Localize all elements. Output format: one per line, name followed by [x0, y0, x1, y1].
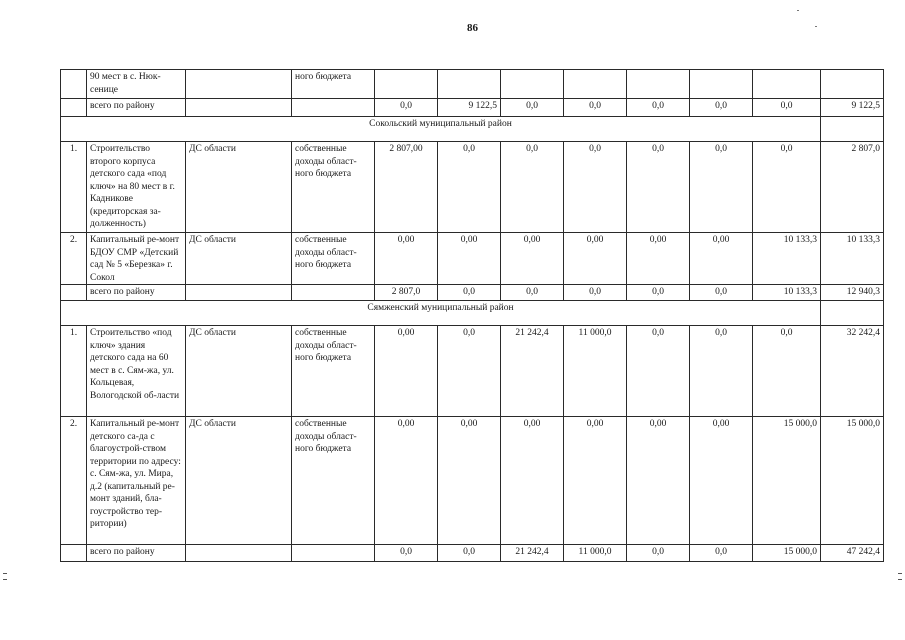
- scan-edge-mark: [898, 579, 902, 580]
- value-cell: 0,0: [627, 545, 690, 562]
- value-cell: 0,0: [753, 142, 821, 233]
- funding-source: [292, 545, 375, 562]
- district-total-row: [61, 545, 884, 562]
- value-cell: 0,00: [627, 417, 690, 545]
- value-cell: [564, 70, 627, 99]
- district-header-row: [61, 301, 884, 326]
- value-cell: [821, 70, 884, 99]
- row-index: [61, 70, 87, 99]
- value-cell: 0,00: [627, 233, 690, 285]
- value-cell: 0,0: [690, 99, 753, 117]
- value-cell: 0,00: [438, 233, 501, 285]
- total-label: всего по району: [87, 285, 186, 301]
- row-index: [61, 285, 87, 301]
- object-name: 90 мест в с. Нюк-сенице: [87, 70, 186, 99]
- value-cell: 0,0: [438, 545, 501, 562]
- value-cell: 0,0: [438, 326, 501, 417]
- value-cell: 0,00: [501, 233, 564, 285]
- table-row: [61, 326, 884, 417]
- customer: ДС области: [186, 326, 292, 417]
- funding-source: собственные доходы област-ного бюджета: [292, 326, 375, 417]
- scan-speck: [815, 26, 817, 27]
- value-cell: 2 807,00: [375, 142, 438, 233]
- value-cell: 0,0: [690, 285, 753, 301]
- funding-source: ного бюджета: [292, 70, 375, 99]
- total-label: всего по району: [87, 545, 186, 562]
- scan-edge-mark: [3, 579, 7, 580]
- value-cell: 32 242,4: [821, 326, 884, 417]
- customer: ДС области: [186, 417, 292, 545]
- customer: [186, 545, 292, 562]
- value-cell: 0,00: [690, 233, 753, 285]
- value-cell: 0,0: [627, 285, 690, 301]
- value-cell: 11 000,0: [564, 326, 627, 417]
- value-cell: 0,0: [375, 99, 438, 117]
- value-cell: 0,0: [375, 545, 438, 562]
- value-cell: 0,0: [627, 326, 690, 417]
- table-row: [61, 233, 884, 285]
- scan-edge-mark: [898, 573, 902, 574]
- value-cell: 0,0: [690, 545, 753, 562]
- value-cell: 0,0: [564, 142, 627, 233]
- funding-source: собственные доходы област-ного бюджета: [292, 233, 375, 285]
- value-cell: 0,00: [375, 326, 438, 417]
- value-cell: 15 000,0: [753, 545, 821, 562]
- funding-source: [292, 285, 375, 301]
- scan-speck: [797, 10, 799, 11]
- row-index: 1.: [61, 142, 87, 233]
- value-cell: 10 133,3: [753, 233, 821, 285]
- table-row: [61, 417, 884, 545]
- value-cell: 0,0: [690, 142, 753, 233]
- value-cell: 9 122,5: [821, 99, 884, 117]
- row-index: [61, 545, 87, 562]
- budget-table: [60, 69, 884, 562]
- customer: [186, 70, 292, 99]
- district-header-row: [61, 117, 884, 142]
- funding-source: собственные доходы област-ного бюджета: [292, 142, 375, 233]
- table-row: [61, 142, 884, 233]
- value-cell: [501, 70, 564, 99]
- value-cell: 12 940,3: [821, 285, 884, 301]
- value-cell: 0,0: [501, 285, 564, 301]
- funding-source: собственные доходы област-ного бюджета: [292, 417, 375, 545]
- value-cell: 21 242,4: [501, 326, 564, 417]
- row-index: [61, 99, 87, 117]
- value-cell: 0,0: [564, 99, 627, 117]
- value-cell: [375, 70, 438, 99]
- row-index: 1.: [61, 326, 87, 417]
- funding-source: [292, 99, 375, 117]
- value-cell: 10 133,3: [753, 285, 821, 301]
- district-title: Сямженский муниципальный район: [61, 301, 821, 326]
- value-cell: 0,00: [375, 417, 438, 545]
- scan-edge-mark: [3, 573, 7, 574]
- value-cell: 0,0: [564, 285, 627, 301]
- value-cell: [627, 70, 690, 99]
- district-total-row: [61, 99, 884, 117]
- value-cell: 0,00: [690, 417, 753, 545]
- value-cell: 2 807,0: [821, 142, 884, 233]
- object-name: Капитальный ре-монт детского са-да с благоустрой-ством территории по адресу: с. Сям-жа, ул. Мира, д.2 (капитальный ре-монт зданий, бла-гоустройство тер-ритории): [87, 417, 186, 545]
- value-cell: 47 242,4: [821, 545, 884, 562]
- value-cell: 0,0: [438, 142, 501, 233]
- page-number: 86: [467, 22, 478, 34]
- value-cell: 0,00: [501, 417, 564, 545]
- row-index: 2.: [61, 417, 87, 545]
- row-index: 2.: [61, 233, 87, 285]
- value-cell: 0,0: [753, 99, 821, 117]
- customer: [186, 99, 292, 117]
- value-cell: [753, 70, 821, 99]
- value-cell: 0,00: [375, 233, 438, 285]
- value-cell: 15 000,0: [753, 417, 821, 545]
- value-cell: 10 133,3: [821, 233, 884, 285]
- customer: [186, 285, 292, 301]
- customer: ДС области: [186, 233, 292, 285]
- value-cell: 0,0: [501, 99, 564, 117]
- value-cell: 2 807,0: [375, 285, 438, 301]
- value-cell: 0,0: [690, 326, 753, 417]
- value-cell: 0,00: [564, 233, 627, 285]
- object-name: Строительство второго корпуса детского сада «под ключ» на 80 мест в г. Кадникове (кредиторская за-долженность): [87, 142, 186, 233]
- value-cell: 0,0: [438, 285, 501, 301]
- value-cell: 15 000,0: [821, 417, 884, 545]
- customer: ДС области: [186, 142, 292, 233]
- value-cell: 11 000,0: [564, 545, 627, 562]
- value-cell: [690, 70, 753, 99]
- value-cell: 0,00: [564, 417, 627, 545]
- value-cell: 0,00: [438, 417, 501, 545]
- district-total-row: [61, 285, 884, 301]
- value-cell: [438, 70, 501, 99]
- object-name: Строительство «под ключ» здания детского сада на 60 мест в с. Сям-жа, ул. Кольцевая, Вологодской об-ласти: [87, 326, 186, 417]
- value-cell: 0,0: [501, 142, 564, 233]
- value-cell: 0,0: [627, 99, 690, 117]
- district-title: Сокольский муниципальный район: [61, 117, 821, 142]
- value-cell: 21 242,4: [501, 545, 564, 562]
- total-label: всего по району: [87, 99, 186, 117]
- value-cell: 9 122,5: [438, 99, 501, 117]
- value-cell: 0,0: [753, 326, 821, 417]
- table-row: [61, 70, 884, 99]
- value-cell: [821, 117, 884, 142]
- value-cell: [821, 301, 884, 326]
- object-name: Капитальный ре-монт БДОУ СМР «Детский сад № 5 «Березка» г. Сокол: [87, 233, 186, 285]
- value-cell: 0,0: [627, 142, 690, 233]
